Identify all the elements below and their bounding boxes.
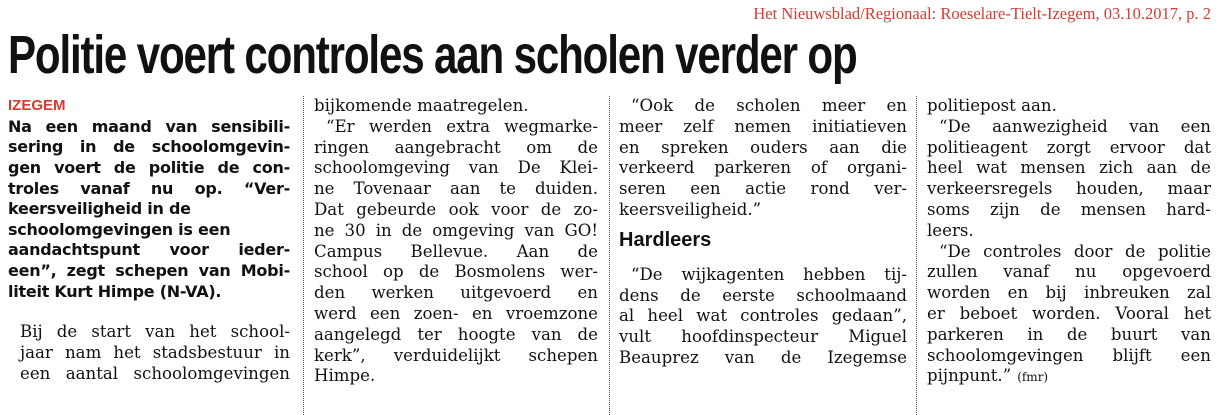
- body-line: politieagent zorgt ervoor dat: [927, 137, 1211, 157]
- lead-line: keersveiligheid in de: [8, 199, 191, 219]
- body-line: schoolomgeving van De Klei-: [314, 158, 598, 178]
- body-line: dens de eerste schoolmaand: [619, 285, 907, 305]
- body-line: ne Tovenaar aan te duiden.: [314, 179, 598, 199]
- body-line-text: pijnpunt.”: [927, 366, 1012, 386]
- lead-line: troles vanaf nu op. “Ver-: [8, 178, 290, 198]
- body-line: “De controles door de politie: [939, 241, 1211, 261]
- body-line: bijkomende maatregelen.: [314, 96, 529, 115]
- body-paragraph: [8, 322, 290, 384]
- body-line: politiepost aan.: [927, 96, 1057, 115]
- body-line: schoolomgevingen blijft een: [927, 345, 1211, 365]
- body-line: kerk”, verduidelijkt schepen: [314, 345, 598, 365]
- lead-line: schoolomgevingen is een: [8, 219, 231, 239]
- location-kicker: IZEGEM: [8, 97, 66, 114]
- body-line: parkeren in de buurt van: [927, 324, 1211, 344]
- article-column-2: [314, 96, 598, 415]
- body-line: een aantal schoolomgevingen: [20, 363, 290, 383]
- body-line: aangelegd ter hoogte van de: [314, 324, 598, 344]
- article-column-1: [8, 96, 290, 415]
- column-divider: [609, 96, 610, 415]
- column-divider: [303, 96, 304, 415]
- body-line: seren een actie rond ver-: [619, 179, 907, 199]
- body-line: Beauprez van de Izegemse: [619, 347, 907, 367]
- body-line: jaar nam het stadsbestuur in: [20, 342, 290, 362]
- body-line: Campus Bellevue. Aan de: [314, 241, 598, 261]
- body-line: er beboet worden. Vooral het: [927, 303, 1211, 323]
- body-line: meer zelf nemen initiatieven: [619, 116, 907, 136]
- lead-line: een”, zegt schepen van Mobi-: [8, 260, 290, 280]
- body-line: Bij de start van het school-: [20, 322, 290, 342]
- lead-line: Na een maand van sensibili-: [8, 116, 290, 136]
- body-line: “De aanwezigheid van een: [939, 116, 1211, 136]
- body-paragraph: [619, 96, 907, 221]
- body-paragraph: [619, 265, 907, 369]
- headline: Politie voert controles aan scholen verder op: [8, 25, 857, 85]
- body-line: den werken uitgevoerd en: [314, 283, 598, 303]
- body-line-last: [927, 366, 1211, 388]
- body-line: “De wijkagenten hebben tij-: [631, 264, 907, 284]
- body-line: en spreken ouders aan die: [619, 137, 907, 157]
- author-credit: (fmr): [1017, 370, 1049, 385]
- body-line: verkeerd parkeren of organi-: [619, 158, 907, 178]
- body-line: al heel wat controles gedaan”,: [619, 306, 907, 326]
- body-line: school op de Bosmolens wer-: [314, 262, 598, 282]
- body-line: Himpe.: [314, 366, 376, 386]
- body-paragraph: [314, 96, 598, 387]
- body-line: keersveiligheid.”: [619, 199, 762, 219]
- column-divider: [916, 96, 917, 415]
- body-line: leers.: [927, 220, 974, 240]
- lead-line: liteit Kurt Himpe (N-VA).: [8, 281, 222, 301]
- article-column-3: [619, 96, 907, 415]
- source-line: Het Nieuwsblad/Regionaal: Roeselare-Tielt-Izegem, 03.10.2017, p. 2: [753, 4, 1211, 23]
- body-line: worden en bij inbreuken zal: [927, 283, 1211, 303]
- body-line: “Ook de scholen meer en: [631, 96, 907, 115]
- body-paragraph: [927, 96, 1211, 388]
- body-line: “Er werden extra wegmarke-: [326, 116, 598, 136]
- body-line: ringen aangebracht om de: [314, 137, 598, 157]
- body-line: soms zijn de mensen hard-: [927, 199, 1211, 219]
- body-line: heel wat mensen zich aan de: [927, 158, 1211, 178]
- lead-line: sering in de schoolomgevin-: [8, 137, 290, 157]
- body-line: werd een zoen- en vroemzone: [314, 303, 598, 323]
- body-line: vult hoofdinspecteur Miguel: [619, 327, 907, 347]
- body-line: zullen vanaf nu opgevoerd: [927, 262, 1211, 282]
- lead-line: gen voert de politie de con-: [8, 157, 290, 177]
- body-line: verkeersregels houden, maar: [927, 179, 1211, 199]
- body-line: Dat gebeurde ook voor de zo-: [314, 199, 598, 219]
- article-column-4: [927, 96, 1211, 415]
- subheading: Hardleers: [619, 228, 712, 251]
- body-line: ne 30 in de omgeving van GO!: [314, 220, 598, 240]
- lead-paragraph: [8, 117, 290, 302]
- lead-line: aandachtspunt voor ieder-: [8, 240, 290, 260]
